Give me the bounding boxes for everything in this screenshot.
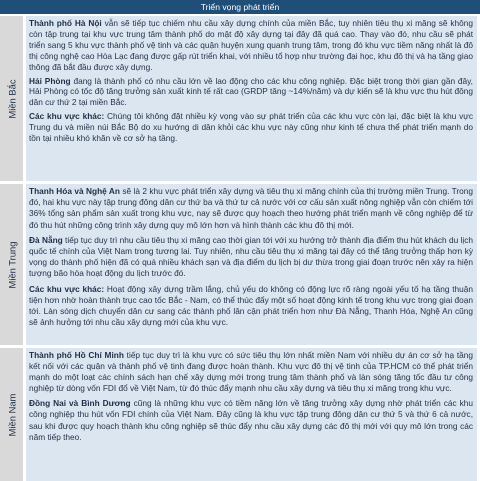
paragraph: [29, 284, 473, 329]
region-side-bar: [0, 184, 23, 345]
region-content: [26, 184, 477, 345]
region-label: Miền Bắc: [6, 78, 17, 119]
region-south: [0, 348, 480, 481]
paragraph-lead: Đà Nẵng: [29, 234, 63, 245]
region-central: [0, 184, 480, 345]
paragraph-text: cũng là những khu vực có tiềm năng lớn về tăng trưởng xây dựng nhờ phát triển các khu công nghiệp thu hút vốn FDI chính của Việt Nam. Đây cũng là khu vực tập trung đông dân cư thứ 5 và thứ 6 cả nước, sau khi được quy hoạch thành khu công nghiệp sẽ thúc đẩy nhu cầu xây dựng các đô thị mới với quy mô lớn trong các năm tiếp theo.: [29, 398, 473, 442]
region-north: [0, 16, 480, 181]
paragraph-text: đang là thành phố có nhu cầu lớn về lao động cho các khu công nghiệp. Đặc biệt trong thời gian gần đây, Hải Phòng có tốc độ tăng trưởng sản xuất kinh tế rất cao (GRDP tăng ~14%/năm) và dự kiến sẽ là khu vực thu hút đông dân cư thứ 2 tại miền Bắc.: [29, 75, 473, 108]
region-side-bar: [0, 16, 23, 181]
paragraph-lead: Hải Phòng: [29, 75, 71, 86]
paragraph-text: Hoạt động xây dựng trầm lắng, chủ yếu do không có động lực rõ ràng ngoài yếu tố hạ tầng thuận tiện hơn nhờ hoàn thành trục cao tốc Bắc - Nam, có thể thúc đẩy một số hoạt động kinh tế trong khu vực trong giai đoạn tới. Làn sóng dịch chuyển dân cư sang các thành phố lân cận phát triển hơn như Đà Nẵng, Thanh Hóa, Nghệ An cũng sẽ ảnh hưởng tới nhu cầu xây dựng mới của khu vực.: [29, 283, 473, 328]
region-content: [26, 16, 477, 181]
paragraph-lead: Thanh Hóa và Nghệ An: [29, 186, 120, 196]
paragraph: [29, 186, 473, 231]
paragraph-text: sẽ là 2 khu vực phát triển xây dựng và tiêu thụ xi măng chính của thị trường miền Trung. Trong đó, hai khu vực này tập trung đông dân cư thứ ba và thứ tư cả nước với cơ cấu sản xuất nông nghiệp vẫn còn chiếm tới 36% tổng sản phẩm sản xuất trong khu vực, nay sẽ được quy hoạch theo hướng phát triển mạnh về công nghiệp để từ đó thu hút những công trình xây dựng quy mô lớn hơn và hình thành các khu đô thị mới.: [29, 186, 473, 230]
paragraph-lead: Thành phố Hồ Chí Minh: [29, 350, 124, 360]
paragraph-text: vẫn sẽ tiếp tục chiếm nhu cầu xây dựng chính của miền Bắc, tuy nhiên tiêu thụ xi măng sẽ không còn tập trung tại khu vực trung tâm thành phố do mật độ xây dựng tại đây đã quá cao. Thay vào đó, nhu cầu sẽ phát triển sang 5 khu vực thành phố vệ tinh và các quận huyện xung quanh trung tâm, trong đó khu vực tiềm năng nhất là đô thị công nghệ cao Hòa Lạc đang được gấp rút triển khai, với nhiều tổ hợp như trường đại học, khu đô thị và hạ tầng giao thông đã bắt đầu được xây dựng.: [29, 18, 473, 72]
region-label: Miền Nam: [6, 393, 17, 436]
paragraph: [29, 235, 473, 280]
page-title: Triển vọng phát triển: [0, 0, 480, 14]
paragraph: [29, 18, 473, 73]
paragraph: [29, 111, 473, 144]
paragraph-text: tiếp tục duy trì là khu vực có sức tiêu thụ lớn nhất miền Nam với nhiều dự án cơ sở hạ tầng kết nối với các quận và thành phố vệ tinh đang được hoàn thành. Khu vực đô thị vệ tinh của TP.HCM có thể phát triển mạnh do một loạt các chính sách hạn chế xây dựng mới trong trung tâm thành phố và làn sóng tăng tốc đầu tư công nghiệp từ dòng vốn FDI đổ về Việt Nam, từ đó thúc đẩy mạnh nhu cầu xây dựng và tiêu thụ xi măng trong khu vực.: [29, 350, 473, 394]
paragraph: [29, 398, 473, 442]
paragraph-lead: Thành phố Hà Nội: [29, 18, 102, 28]
region-side-bar: [0, 348, 23, 481]
paragraph-text: Chúng tôi không đặt nhiều kỳ vọng vào sự phát triển của các khu vực còn lại, đặc biệt là khu vực Trung du và miền núi Bắc Bộ do xu hướng di dân khỏi các khu vực này cũng như kinh tế chưa thể phát triển mạnh do tồn tại nhiều khó khăn về cơ sở hạ tầng.: [29, 111, 473, 144]
paragraph-lead: Các khu vực khác:: [29, 283, 105, 294]
region-content: [26, 348, 477, 481]
paragraph-lead: Đồng Nai và Bình Dương: [29, 398, 131, 409]
paragraph: [29, 350, 473, 394]
paragraph-lead: Các khu vực khác:: [29, 111, 105, 122]
paragraph: [29, 76, 473, 109]
region-label: Miền Trung: [6, 241, 17, 288]
paragraph-text: tiếp tục duy trì nhu cầu tiêu thụ xi măng cao thời gian tới với xu hướng trở thành địa điểm thu hút khách du lịch quốc tế chính của Việt Nam trong tương lai. Tuy nhiên, nhu cầu tiêu thụ xi măng tại đây có thể tăng trưởng thấp hơn kỳ vọng do thành phố hiện đã có quá nhiều khách sạn và địa điểm du lịch bị dư thừa trong giai đoạn trước nên xảy ra hiện tượng bão hòa hoạt động du lịch trước đó.: [29, 234, 473, 279]
